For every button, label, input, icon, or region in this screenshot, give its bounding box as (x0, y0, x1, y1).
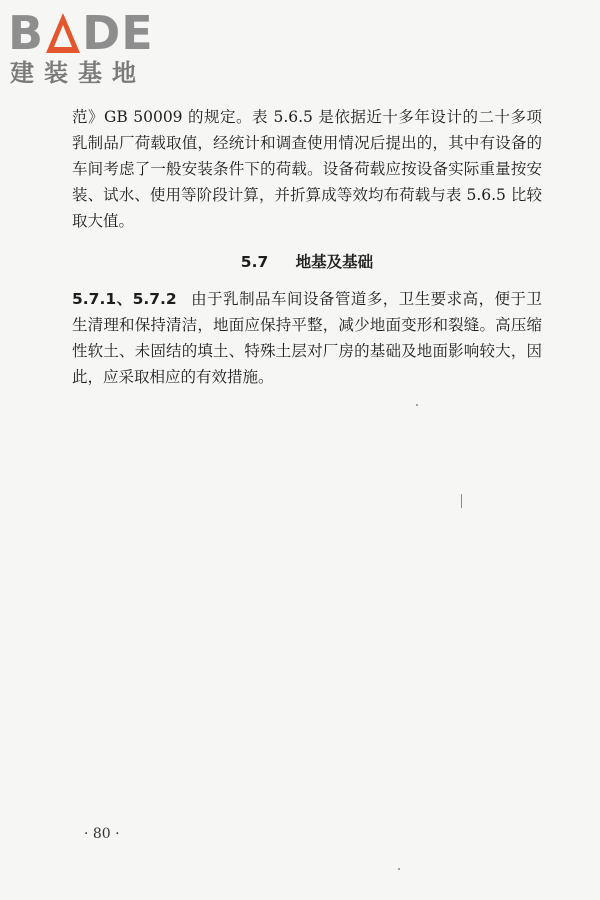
logo-wordmark (8, 6, 154, 60)
section-heading (72, 248, 542, 276)
scan-speck (398, 868, 400, 870)
logo-letters-left: B (8, 6, 45, 60)
logo-subtitle: 建装基地 (10, 59, 146, 87)
scan-speck (416, 404, 418, 406)
clause-paragraph (72, 286, 542, 390)
section-title: 地基及基础 (295, 253, 374, 271)
scan-speck (461, 494, 462, 508)
clause-text: 由于乳制品车间设备管道多，卫生要求高，便于卫生清理和保持清洁，地面应保持平整，减少地面变形和裂缝。高压缩性软土、未固结的填土、特殊土层对厂房的基础及地面影响较大，因此，应采取相应的有效措施。 (72, 290, 542, 386)
page-number: · 80 · (84, 826, 120, 842)
page-content (72, 104, 542, 390)
paragraph-continued: 范》GB 50009 的规定。表 5.6.5 是依据近十多年设计的二十多项乳制品厂荷载取值，经统计和调查使用情况后提出的，其中有设备的车间考虑了一般安装条件下的荷载。设备荷载应按设备实际重量按安装、试水、使用等阶段计算，并折算成等效均布荷载与表 5.6.5 比较取大值。 (72, 108, 542, 230)
logo-a-triangle-icon (46, 13, 80, 53)
clause-number: 5.7.1、5.7.2 (72, 290, 177, 308)
bade-logo (8, 6, 178, 88)
logo-letters-right: DE (82, 6, 154, 60)
section-number: 5.7 (240, 253, 269, 271)
